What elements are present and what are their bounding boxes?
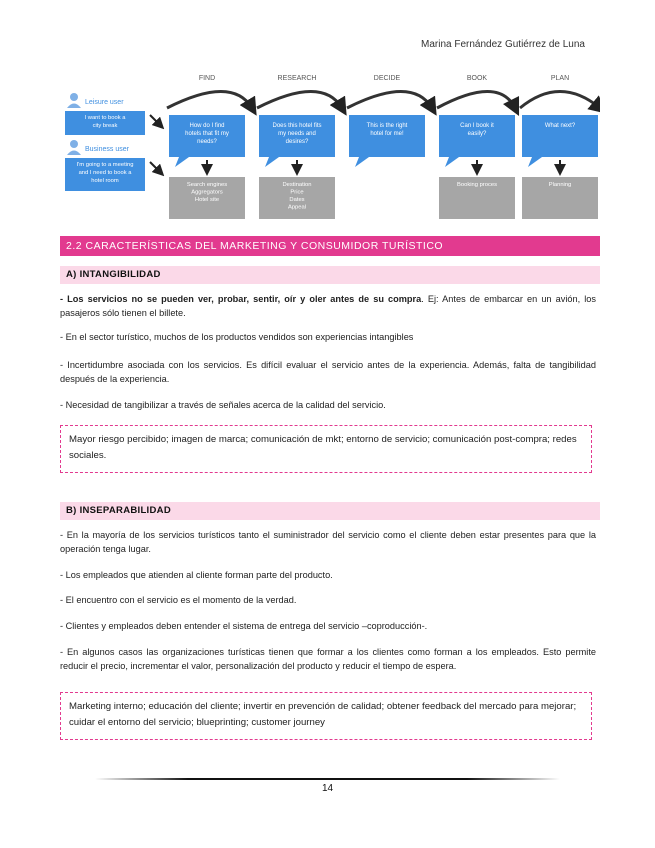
question-text-0-line-1: hotels that fit my [185,131,229,137]
user-bubble-text-1-line-1: and I need to book a [78,170,132,176]
footer-divider [95,778,560,780]
user-bubble-text-1-line-2: hotel room [91,178,119,184]
inseparabilidad-paragraph-2: - Los empleados que atienden al cliente forman parte del producto. [60,570,333,580]
output-text-1-line-0: Destination [282,182,312,188]
user-arrow-1 [150,162,160,172]
user-avatar-head-1 [70,140,78,148]
customer-journey-diagram [60,70,600,230]
user-avatar-body-0 [67,104,81,109]
question-text-0-line-2: needs? [197,139,217,145]
user-label-0: Leisure user [85,99,124,106]
stage-label-0: FIND [198,75,216,82]
inseparabilidad-paragraph-1: - En la mayoría de los servicios turísticos tanto el suministrador del servicio como el cliente deben estar presentes para que la operación tenga lugar. [60,530,596,554]
user-bubble-text-1-line-0: I'm going to a meeting [76,162,134,168]
inseparabilidad-paragraph-3: - El encuentro con el servicio es el momento de la verdad. [60,595,297,605]
inseparabilidad-paragraph-4: - Clientes y empleados deben entender el sistema de entrega del servicio –coproducción-. [60,621,428,631]
user-avatar-head-0 [70,93,78,101]
intangibilidad-summary-box: Mayor riesgo percibido; imagen de marca; comunicación de mkt; entorno de servicio; comunicación post-compra; redes sociales. [60,425,592,473]
intangibilidad-heading: A) INTANGIBILIDAD [60,266,600,284]
output-text-1-line-3: Appeal [287,204,307,211]
stage-label-4: PLAN [550,75,570,82]
intangibilidad-p1-rest: . Ej: Antes de embarcar en un avión, los pasajeros sólo tienen el billete. [60,294,596,318]
intangibilidad-paragraph-2: - En el sector turístico, muchos de los productos vendidos son experiencias intangibles [60,332,414,342]
user-label-1: Business user [85,146,129,153]
intangibilidad-p1-bold: - Los servicios no se pueden ver, probar, sentir, oír y oler antes de su compra [60,294,422,304]
stage-curve-arrow-1 [257,92,342,109]
intangibilidad-paragraph-4: - Necesidad de tangibilizar a través de señales acerca de la calidad del servicio. [60,400,386,410]
question-text-4-line-0: What next? [544,123,576,129]
output-text-4-line-0: Planning [548,182,572,188]
question-text-3-line-0: Can I book it [460,123,494,129]
question-text-2-line-0: This is the right [366,123,408,129]
stage-curve-arrow-2 [347,92,432,109]
question-bubble-tail-4 [528,157,542,167]
stage-curve-arrow-4 [520,92,600,109]
author-name: Marina Fernández Gutiérrez de Luna [421,39,585,50]
output-text-1-line-1: Price [290,189,304,196]
section-title: 2.2 CARACTERÍSTICAS DEL MARKETING Y CONSUMIDOR TURÍSTICO [60,236,600,256]
question-text-1-line-2: desires? [285,139,309,145]
user-bubble-text-0-line-1: city break [92,123,118,129]
question-text-1-line-0: Does this hotel fits [272,123,322,129]
question-bubble-tail-0 [175,157,189,167]
page-number: 14 [321,783,334,794]
question-bubble-tail-2 [355,157,369,167]
question-bubble-tail-1 [265,157,279,167]
question-text-2-line-1: hotel for me! [370,131,404,137]
inseparabilidad-heading: B) INSEPARABILIDAD [60,502,600,520]
question-text-3-line-1: easily? [467,131,487,137]
question-text-1-line-1: my needs and [278,131,316,137]
inseparabilidad-summary-box: Marketing interno; educación del cliente; invertir en prevención de calidad; obtener feedback del mercado para mejorar; cuidar el entorno del servicio; blueprinting; customer journey [60,692,592,740]
question-bubble-tail-3 [445,157,459,167]
inseparabilidad-paragraph-5: - En algunos casos las organizaciones turísticas tienen que formar a los clientes como forman a los empleados. Esto permite reducir el precio, incrementar el valor, personalización del producto y reducir el tiempo de espera. [60,647,596,671]
user-avatar-body-1 [67,151,81,156]
question-text-0-line-0: How do I find [189,123,225,129]
stage-label-1: RESEARCH [277,75,317,82]
output-text-0-line-0: Search engines [186,182,228,188]
intangibilidad-paragraph-1 [60,292,596,320]
output-text-0-line-2: Hotel site [194,197,220,203]
question-bubble-4 [522,115,598,157]
user-arrow-0 [150,115,160,125]
stage-label-2: DECIDE [373,75,401,82]
user-bubble-text-0-line-0: I want to book a [84,115,126,121]
stage-curve-arrow-3 [437,92,515,109]
intangibilidad-paragraph-3: - Incertidumbre asociada con los servicios. Es difícil evaluar el servicio antes de la experiencia. Además, falta de tangibilidad después de la experiencia. [60,360,596,384]
output-text-3-line-0: Booking proces [457,182,497,188]
stage-curve-arrow-0 [167,92,252,109]
stage-label-3: BOOK [466,75,488,82]
output-text-1-line-2: Dates [289,197,305,203]
output-text-0-line-1: Aggregators [191,189,223,196]
